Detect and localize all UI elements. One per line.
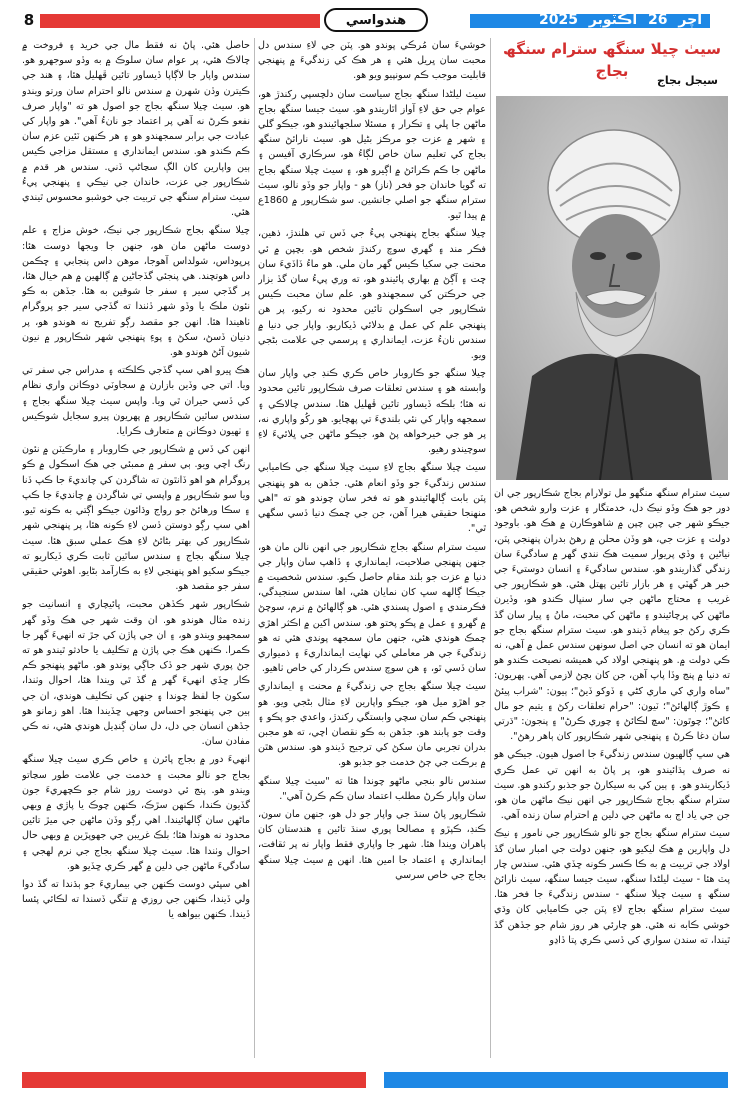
- footer-bar-right: [384, 1072, 728, 1088]
- paragraph: چيلا سنگھ بجاج پنهنجي پيءُ جي ڏس تي هلندڙ، ذهين، فڪر مند ۽ گهري سوچ رکندڙ شخص هو. بچپن ۾ ئي محنت جي سکيا ڪيس گهر مان ملي. هو ماءُ ڏاڏيءَ سان ڇت ۽ آڳڻ ۾ بهاري پائيندو هو، ته وري پيءُ سان گڏ بزار جي حرڪتن کي سمجهندو هو. علم سان محبت ڪيس شڪارپور جي اسڪولن تائين محدود نه رکيو، پر هن پنهنجي علم کي عمل ۾ بدلائي ڏيکاريو. واپار جي دنيا ۾ سندس نانءُ عزت، ايمانداري ۽ پرسمي جي علامت بڻجي ويو.: [258, 228, 486, 362]
- page-header: [18, 6, 732, 34]
- article-column-middle: [258, 38, 486, 1058]
- paragraph: انهن کي ڏس ۾ شڪارپور جي ڪاروبار ۽ مارڪيٽن ۾ نئون رنگ اچي ويو. ٻي سفر ۾ ممبئي جي هڪ اسڪول ۾ ڪو پروگرام هو اهو ڏانٿون ته شاگردن کي چانديءَ جا ڪپ ڏنا ويا سو شڪارپور ۾ واپسي تي شاگردن ۾ چانديءَ جا ڪپ ۽ سڪا ورهائڻ جو رواج وڌائون جيڪو اڳتي به ڪونه ٿيو. اهي سڀ رڳو دوستن ڏسن لاءِ ڪونه هئا، پر پنهنجي شهر شڪارپور کي بهتر بڻائڻ لاءِ هڪ عملي سبق هئا. سيٺ چيلا سنگھ بجاج ۽ سندس ساٿين ثابت ڪري ڏيکاريو ته جيڪو سکيو اهو پنهنجي لاءِ به ڪارآمد بڻايو. اهوئي حقيقي سفر جو مقصد هو.: [22, 444, 250, 593]
- paragraph: سيٺ چيلا سنگھ بجاج لاءِ سيٺ چيلا سنگھ جي ڪاميابي سندس زندگيءَ جو وڏو انعام هئي. جڏهن به هو پنهنجي پٽن بابت ڳالهائيندو هو ته فخر سان چوندو هو ته "اهي منهنجا حقيقي هيرا آهن، جن جي چمڪ دنيا ڏسي سگهي ٿي".: [258, 462, 486, 535]
- paragraph: سندس نالو بنجي ماڻهو چوندا هئا ته "سيٺ چيلا سنگھ سان واپار ڪرڻ مطلب اعتماد سان ڪم ڪرڻ آهي".: [258, 775, 486, 802]
- article-author: سيجل بجاج: [657, 74, 718, 87]
- paragraph: سيٺ چيلا سنگھ بجاج جي زندگيءَ ۾ محنت ۽ ايمانداري جو اهڙو ميل هو، جيڪو واپارين لاءِ مثال بڻجي ويو. هو پنهنجي ڪم سان سچي وابستگي رکندڙ، واعدي جو پڪو ۽ وقت جو پابند هو. جڏهن به ڪو نقصان اچي، ته هو مجبن بدران تجربي مان سکڻ کي ترجيح ڏيندو هو. سندس هٿن ۾ برڪت جي ڄڻ خدمت جو جذبو هو.: [258, 681, 486, 769]
- paragraph: شڪارپور شهر ڪڏهن محبت، ڀائيچاري ۽ انسانيت جو زنده مثال هوندو هو. ان وقت شهر جي هڪ وڏو گهر سمجهيو ويندو هو، ۽ ان جي پاڙن کي جڙ ته انهيءَ گهر جا ڪمرا. ڪنهن هڪ جي پاڙن ۾ تڪليف يا حادثو ٿيندو هو ته جڻ پوري شهر جو ڏک جاڳي پوندو هو. ماڻهو پنهنجو ڪم ڪار ڇڏي انهيءَ گهر ۾ گڏ ٿي ويندا هئا، احوال وٺندا، سکون جا لفظ چوندا ۽ جنهن کي تڪليف هوندي، ان جي ٻين جي پنهنجو احساس وجهي ڇڏيندا هئا. اهو زمانو هو جڏهن انسان جي دل، دل سان ڳنڍيل هوندي هئي، نه ڪي مفادن سان.: [22, 599, 250, 748]
- portrait-photo-icon: [496, 96, 728, 480]
- dateline: [533, 7, 702, 33]
- paragraph: هي سڀ ڳالهيون سندس زندگيءَ جا اصول هيون. جيڪي هو نه صرف ٻڌائيندو هو، پر پاڻ به انهن تي عمل ڪري ڏيکاريندو هو. ۽ ٻين کي به سيکارڻ جو جذبو رکندو هو. سيٺ سترام سنگھ بجاج شڪارپور جي انهن نيڪ ماڻهن مان هو، جن جي ياد اڄ به ماڻهن جي دلين ۾ احترام سان زنده آهي.: [494, 749, 730, 822]
- paragraph: سيٺ سترام سنگھ بجاج شڪارپور جي انهن نالن مان هو، جنهن پنهنجي صلاحيت، ايمانداري ۽ ڏاهپ سان واپار جي دنيا ۾ عزت جو بلند مقام حاصل ڪيو. سندس شخصيت ۾ جيڪا ڳالهه سڀ کان نمايان هئي، اها سندس سنجيدگي، فڪرمندي ۽ اصول پسندي هئي. هو ڳالهائڻ ۾ نرم، سوچڻ ۾ گهرو ۽ عمل ۾ پڪو پختو هو. سندس اکين ۾ اڪثر اهڙي چمڪ هوندي هئي، جنهن مان سمجهه پوندي هئي ته هو زندگيءَ جي هر معاملي کي نهايت ايمانداريءَ ۽ ذميواري سان ڏسي ٿو، ۽ هن سوچ سندس ڪردار کي خاص ٺاهيو.: [258, 541, 486, 675]
- paragraph: چيلا سنگھ بجاج شڪارپور جي نيڪ، خوش مزاج ۽ علم دوست ماڻهن مان هو، جنهن جا ويجها دوست هئا: پرڀوداس، شولداس آهوجا، موهن داس پنجابي ۽ ڇڪمن داس هوتچند. هي پنجئي گڏجاڻين ۾ ڳالهين ۾ هم خيال هئا، پر گڏجي سير ۽ سفر جا شوقين به هئا. جڏهن به ڪو نئون ملڪ يا وڏو شهر ڏٺندا ته گڏجي سير جو پروگرام ٺاهيندا هئا. انهن جو مقصد رڳو تفريح نه هوندو هو، پر دنيان ڏسڻ، سکڻ ۽ پوءِ پنهنجي شهر شڪارپور ۾ نيون شيون آڻڻ هوندو هو.: [22, 225, 250, 359]
- article-column-right: [494, 486, 730, 1058]
- article-title: سيٺ چيلا سنگھ سترام سنگھ بجاج: [503, 40, 721, 80]
- paragraph: انهيءَ دور ۾ بجاج پائرن ۽ خاص ڪري سيٺ چيلا سنگھ بجاج جو نالو محبت ۽ خدمت جي علامت طور سڃاتو ويندو هو. پنج ئي دوست روز شام جو ڪچهريءَ جون گڏيون ڪندا، ڪنهن سڙڪ، ڪنهن چوڪ يا پاڙي ۾ ويهي ماڻهن سان ڳالهائيندا. اهي رڳو وڏن ماڻهن جي ميڙ تائين محدود نه هوندا هئا؛ بلڪ غريبن جي جهوپڙين ۾ ويهي حال احوال وٺندا هئا. سيٺ چيلا سنگھ بجاج جي نرم لهجي ۽ سادگيءَ ماڻهن جي دلين ۾ گهر ڪري ڇڏيو هو.: [22, 754, 250, 872]
- date-day: آچر: [678, 12, 702, 28]
- masthead: هندواسي: [324, 8, 428, 32]
- column-divider: [254, 38, 255, 1058]
- paragraph: شڪارپور پاڻ سنڌ جي واپار جو دل هو، جنهن مان سون، ڪنڊ، ڪپڙو ۽ مصالحا پوري سنڌ تائين ۽ هندستان کان ٻاهران ويندا هئا. شهر جا واپاري فقط واپار نه پر ثقافت، ايمانداري ۽ اعتماد جا امين هئا. انهن ۾ سيٺ چيلا سنگھ بجاج جي خاص سرسي: [258, 808, 486, 881]
- paragraph: اهي سڀئي دوست ڪنهن جي بيماريءَ جو ٻڌندا ته گڏ دوا ولي ڏيندا، ڪنهن جي روزي ۾ تنگي ڏسندا ته لڪائي پئسا ڏيندا. ڪنهن بيواهه يا: [22, 878, 250, 921]
- column-divider: [490, 38, 491, 1058]
- paragraph: حاصل هئي. پاڻ نه فقط مال جي خريد ۽ فروخت ۾ چالاڪ هئي، پر عوام سان سلوڪ ۾ به وڏو سوجهرو هو. سندس واپار جا لاڳاپا ڏيساور تائين ڦهليل هئا، ۽ هند جي ڪيترن وڏن شهرن ۾ سندس نالو احترام سان ورتو ويندو هو. سيٺ چيلا سنگھ بجاج جو اصول هو ته "واپار صرف نفعو ڪرڻ نه آهي پر اعتماد جو نانءُ آهي". هو واپار کي عبادت جي برابر سمجهندو هو ۽ هر ڪنهن ٽئين عزم سان ڪم ڪندو هو. سندس ايمانداري ۽ مستقل مزاجي ڪيس ٻين واپارين کان الڳ سڃاڻپ ڏني. سندس هر قدم ۾ شڪارپور جي عزت، خاندان جي نيڪي ۽ پنهنجي پيءُ سيٺ سترام سنگھ جي تربيت جي خوشبو محسوس ٿيندي هئي.: [22, 40, 250, 219]
- date-num: 26: [648, 12, 668, 28]
- paragraph: چيلا سنگھ جو ڪاروبار خاص ڪري ڪنڊ جي واپار سان وابسته هو ۽ سندس تعلقات صرف شڪارپور تائين محدود نه هئا؛ بلڪه ڏيساور تائين ڦهليل هئا. سندس چالاڪي ۽ سمجهه واپار کي نئي بلنديءَ تي پهچايو. هو رکُو واپاري نه، پر هو جي خيرخواهه پڻ هو، جيڪو ماڻهن جي ڀلائيءَ لاءِ سوچيندو رهيو.: [258, 368, 486, 456]
- date-month: آڪٽوبر: [588, 12, 638, 28]
- paragraph: خوشيءَ سان مُرڪي پوندو هو. پٽن جي لاءِ سندس دل محبت سان ڀريل هئي ۽ هر هڪ کي زندگيءَ ۾ پنهنجي قابليت موجب ڪم سونپيو ويو هو.: [258, 40, 486, 82]
- footer-bar-left: [22, 1072, 366, 1088]
- article-column-left: [22, 38, 250, 1058]
- header-bar-left: [40, 14, 320, 28]
- paragraph: هڪ ڀيرو اهي سڀ گڏجي ڪلڪته ۽ مدراس جي سفر تي ويا. اتي جي وڏين بازارن ۾ سجاوٽي دوڪانن واري نظام کي ڏسي حيران ٿي ويا. واپس سيٺ چيلا سنگھ بجاج ۽ سندس ساٿين شڪارپور ۾ پهريون پيرو سجايل شوڪيس ۽ ٺهيون دوڪانن ۾ متعارف ڪرايا.: [22, 365, 250, 438]
- date-year: 2025: [539, 12, 578, 28]
- paragraph: سيٺ سترام سنگھ بجاج جو نالو شڪارپور جي نامور ۽ نيڪ دل واپارين ۾ هڪ ليکيو هو، جنهن دولت جي امبار سان گڏ اولاد جي تربيت ۾ به ڪا ڪسر ڪونه ڇڏي هئي. سندس چار پٽ هئا - سيٺ ليلڻدا سنگھ، سيٺ جيسا سنگھ، سيٺ نارائڻ سنگھ ۽ سيٺ چيلا سنگھ - سندس زندگيءَ جا فخر هئا. سيٺ سترام سنگھ بجاج لاءِ پٽن جي ڪاميابي کان وڌي خوشي ڪابه نه هئي. هو چارئي هر روز شام جو جڏهن گڏ ٿيندا، ته سندن سواري کي ڏسي ڪري پتا ڏاڍو: [494, 828, 730, 946]
- page-number: 8: [23, 11, 35, 29]
- paragraph: سيٺ ليلڻدا سنگھ بجاج سياست سان دلچسپي رکندڙ هو، عوام جي حق لاءِ آواز اٿاريندو هو. سيٺ جيسا سنگھ بجاج ماڻهن جا ڀلي ۽ تڪرار ۽ مسئلا سلجهائيندو هو، جيڪو گلي ۽ شهر ۾ عزت جو مرڪز بڻيل هو. سيٺ نارائڻ سنگھ بجاج کي تعليم سان خاص لڳاءُ هو، سرڪاري آفيسن ۽ ماڻهن جا ڪم ڪرائڻ ۾ اڳيرو هو، ۽ سيٺ چيلا سنگھ بجاج ته گويا خاندان جو فخر (ناز) هو - واپار جو وڏو نالو، سيٺ سترام سنگھ جو اصلي جانشين. سو شڪارپور ۾ 1860ع ۾ پيدا ٿيو.: [258, 88, 486, 222]
- portrait-photo: [496, 96, 728, 480]
- paragraph: سيٺ سترام سنگھ منگھو مل تولارام بجاج شڪارپور جي ان دور جو هڪ وڏو نيڪ دل، خدمتگار ۽ عزت وارو شخص هو. جيڪو شهر جي چپن چپن ۾ شاهوڪارن ۾ هڪ هو. باوجود دولت ۽ عزت جي، هو وڏن محلن ۾ رهڻ بدران پنهنجي پٽن، نياڻين ۽ وڏي پريوار سميت هڪ نندي گهر ۾ سادگيءَ سان زندگي گذاريندو هو. سندس سادگيءَ ۽ انسان دوستيءَ جي خبر هر گهٽي ۽ هر بازار تائين پهتل هئي. هو شڪارپور جي غريب ۽ محتاج ماڻهن جي سار سنڀال ڪندو هو، وڏيرن ماڻهن کي پرچائيندو ۽ ماڻهن کي محبت، مانُ ۽ پيار سان گڏ ڪري رکڻ جو پيغام ڏيندو هو. سيٺ سترام سنگھ بجاج جو ايمان هو ته انسان جي اصل سونهن سندس عمل ۾ آهي، نه ڪي دولت ۾. هو پنهنجي اولاد کي هميشه نصيحت ڪندو هو ته دنيا ۾ پنج وڏا پاپ آهن، جن کان بچڻ لازمي آهي. پهريون: "ساه واري کي ماري کڻي ۽ ڏوکو ڏيڻ"؛ ٻيون: "شراب پيئڻ ۽ ڪوڙ ڳالهائڻ"؛ ٽيون: "حرام تعلقات رکڻ ۽ يتيم جو مال کائڻ"؛ چوٿون: "سچ لڪائڻ ۽ چوري ڪرڻ" ۽ پنجون: "ڌرتي سان دغا ڪرڻ ۽ پنهنجي شهر شڪارپور کان ٻاهر رهڻ".: [494, 488, 730, 743]
